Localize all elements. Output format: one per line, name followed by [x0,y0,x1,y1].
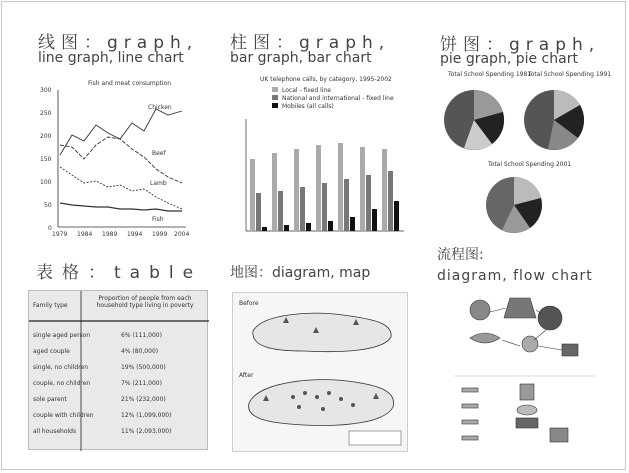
y-tick: 200 [40,133,52,140]
bar [344,179,349,231]
bar [294,149,299,231]
bar [262,227,267,231]
table-cell-type: single aged person [33,332,91,339]
pie-title: Total School Spending 1981 [448,71,532,78]
table-cell-value: 19% (500,000) [121,364,166,371]
flow-label-title: 流程图: [437,247,484,263]
x-tick: 2004 [174,231,190,238]
x-tick: 1999 [152,231,168,238]
series-label: Beef [152,150,166,157]
bar [388,171,393,231]
y-tick: 300 [40,87,52,94]
chicken-line [60,109,182,155]
bar [306,223,311,231]
bar [360,147,365,231]
pie-2 [524,90,584,150]
bar-label-title: 柱图：graph, [230,33,391,53]
bar [338,143,343,231]
table-cell-type: all households [33,428,77,435]
y-tick: 250 [40,110,52,117]
map-after-label: After [239,372,254,379]
line-chart-title: Fish and meat consumption [88,80,172,87]
pie-3 [486,177,542,233]
y-tick: 150 [40,156,52,163]
pie-1 [444,90,504,150]
line-label-title: 线图：graph, [38,33,199,53]
map-before-label: Before [239,300,259,307]
series-label: Chicken [148,104,172,111]
table-cell-type: couple, no children [33,380,91,387]
bar [316,145,321,231]
island-before [253,313,391,351]
flow-chart-thumbnail [450,288,600,458]
bar-legend-item: Local - fixed line [282,87,331,94]
y-tick: 50 [44,202,52,209]
fish-line [60,203,182,211]
bar [284,225,289,231]
table-rows [33,332,171,435]
table-cell-value: 4% (80,000) [121,348,159,355]
flow-label-subtitle: diagram, flow chart [437,268,593,284]
table-cell-type: sole parent [33,396,67,403]
bar [382,149,387,231]
table-cell-value: 21% (232,000) [121,396,166,403]
bar [272,153,277,231]
bar [350,217,355,231]
y-tick: 100 [40,179,52,186]
pie-chart-thumbnail [428,70,612,240]
line-label-subtitle: line graph, line chart [38,50,184,66]
bar [256,193,261,231]
bar-group [250,143,399,231]
pie-label-title: 饼图：graph, [440,35,601,55]
pie-label-subtitle: pie graph, pie chart [440,51,578,67]
bar [366,175,371,231]
table-cell-value: 11% (2,093,000) [121,428,172,435]
map-thumbnail [232,292,408,452]
table-cell-type: couple with children [33,412,94,419]
bar [394,201,399,231]
bar [250,159,255,231]
bar [328,221,333,231]
pie-title: Total School Spending 1991 [528,71,612,78]
bar-legend-item: National and international - fixed line [282,95,394,102]
island-after [249,380,394,426]
bar [278,191,283,231]
x-tick: 1984 [77,231,93,238]
table-cell-value: 12% (1,099,000) [121,412,172,419]
x-tick: 1989 [102,231,118,238]
bar-chart-title: UK telephone calls, by category, 1995-2002 [260,76,392,83]
table-cell-value: 6% (111,000) [121,332,162,339]
bar-label-subtitle: bar graph, bar chart [230,50,372,66]
table-thumbnail [28,290,208,450]
x-tick: 1979 [52,231,68,238]
line-chart-thumbnail [36,75,194,240]
pie-title: Total School Spending 2001 [488,161,572,168]
bar [322,183,327,231]
x-tick: 1994 [127,231,143,238]
table-cell-type: aged couple [33,348,70,355]
y-tick: 0 [48,225,52,232]
series-label: Lamb [150,180,167,187]
beef-line [60,137,182,183]
bar-legend-item: Mobiles (all calls) [282,103,334,110]
table-cell-value: 7% (211,000) [121,380,162,387]
table-label-title: 表格：table [36,263,203,283]
map-label-title: 地图：diagram, map [230,265,371,281]
series-label: Fish [152,216,164,223]
bar [372,209,377,231]
bar-chart-thumbnail [232,73,408,243]
table-cell-type: single, no children [33,364,89,371]
table-header: Family type [33,302,68,309]
bar [300,187,305,231]
lamb-line [60,167,182,209]
table-header: Proportion of people from each household type living in poverty [96,295,194,309]
